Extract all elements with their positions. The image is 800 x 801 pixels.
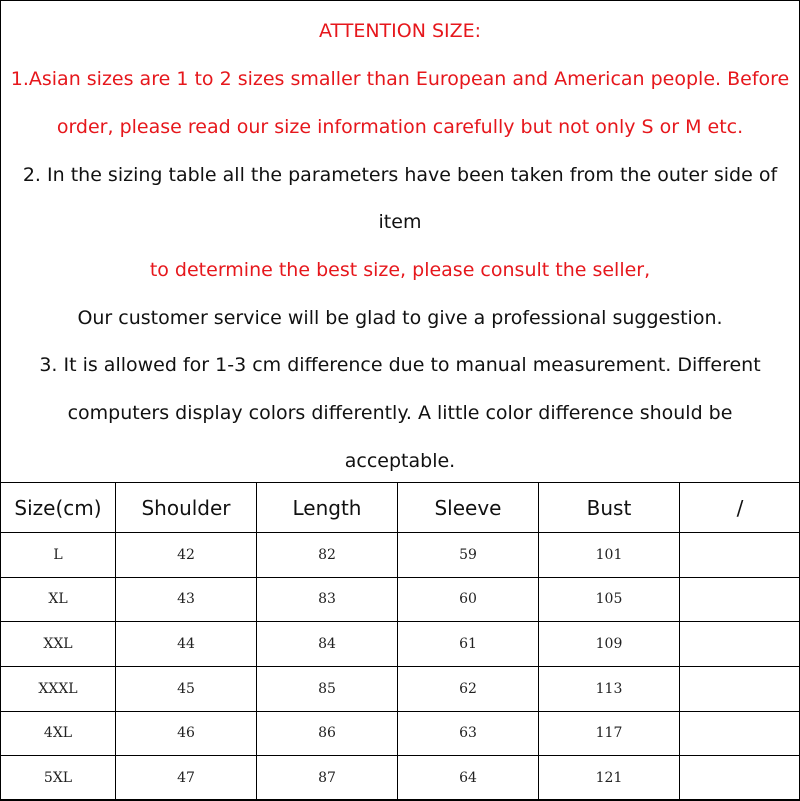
cell-length: 85 <box>257 666 398 711</box>
cell-size: XXL <box>1 622 116 667</box>
notice-line: Our customer service will be glad to give a professional suggestion. <box>1 306 799 330</box>
cell-sleeve: 62 <box>398 666 539 711</box>
table-row <box>1 756 800 801</box>
cell-empty <box>680 622 800 667</box>
cell-length: 86 <box>257 711 398 756</box>
cell-shoulder: 42 <box>116 533 257 578</box>
notice-line: item <box>1 210 799 234</box>
header-shoulder: Shoulder <box>116 483 257 533</box>
cell-length: 87 <box>257 756 398 801</box>
cell-shoulder: 46 <box>116 711 257 756</box>
header-bust: Bust <box>539 483 680 533</box>
cell-empty <box>680 756 800 801</box>
table-row <box>1 666 800 711</box>
notice-line: 3. It is allowed for 1-3 cm difference due to manual measurement. Different <box>1 353 799 377</box>
cell-empty <box>680 577 800 622</box>
cell-size: 5XL <box>1 756 116 801</box>
cell-sleeve: 63 <box>398 711 539 756</box>
cell-bust: 117 <box>539 711 680 756</box>
notice-line: acceptable. <box>1 449 799 473</box>
cell-length: 84 <box>257 622 398 667</box>
cell-shoulder: 47 <box>116 756 257 801</box>
table-row <box>1 577 800 622</box>
cell-empty <box>680 711 800 756</box>
cell-sleeve: 64 <box>398 756 539 801</box>
cell-size: XL <box>1 577 116 622</box>
cell-shoulder: 45 <box>116 666 257 711</box>
notice-line: 2. In the sizing table all the parameters have been taken from the outer side of <box>1 163 799 187</box>
notice-line: 1.Asian sizes are 1 to 2 sizes smaller than European and American people. Before <box>1 67 799 91</box>
table-row <box>1 622 800 667</box>
notice-heading: ATTENTION SIZE: <box>1 19 799 43</box>
cell-empty <box>680 666 800 711</box>
cell-length: 82 <box>257 533 398 578</box>
table-header-row <box>1 483 800 533</box>
cell-bust: 109 <box>539 622 680 667</box>
notice-line: order, please read our size information carefully but not only S or M etc. <box>1 115 799 139</box>
cell-size: XXXL <box>1 666 116 711</box>
cell-size: 4XL <box>1 711 116 756</box>
cell-shoulder: 44 <box>116 622 257 667</box>
size-table <box>0 482 800 801</box>
cell-bust: 121 <box>539 756 680 801</box>
notice-line: to determine the best size, please consult the seller, <box>1 258 799 282</box>
cell-sleeve: 61 <box>398 622 539 667</box>
cell-length: 83 <box>257 577 398 622</box>
cell-bust: 105 <box>539 577 680 622</box>
cell-shoulder: 43 <box>116 577 257 622</box>
cell-bust: 101 <box>539 533 680 578</box>
header-slash: / <box>680 483 800 533</box>
notice-line: computers display colors differently. A little color difference should be <box>1 401 799 425</box>
header-sleeve: Sleeve <box>398 483 539 533</box>
header-size: Size(cm) <box>1 483 116 533</box>
cell-bust: 113 <box>539 666 680 711</box>
cell-sleeve: 59 <box>398 533 539 578</box>
cell-empty <box>680 533 800 578</box>
table-row <box>1 711 800 756</box>
cell-sleeve: 60 <box>398 577 539 622</box>
cell-size: L <box>1 533 116 578</box>
attention-notice <box>1 1 799 483</box>
table-row <box>1 533 800 578</box>
header-length: Length <box>257 483 398 533</box>
